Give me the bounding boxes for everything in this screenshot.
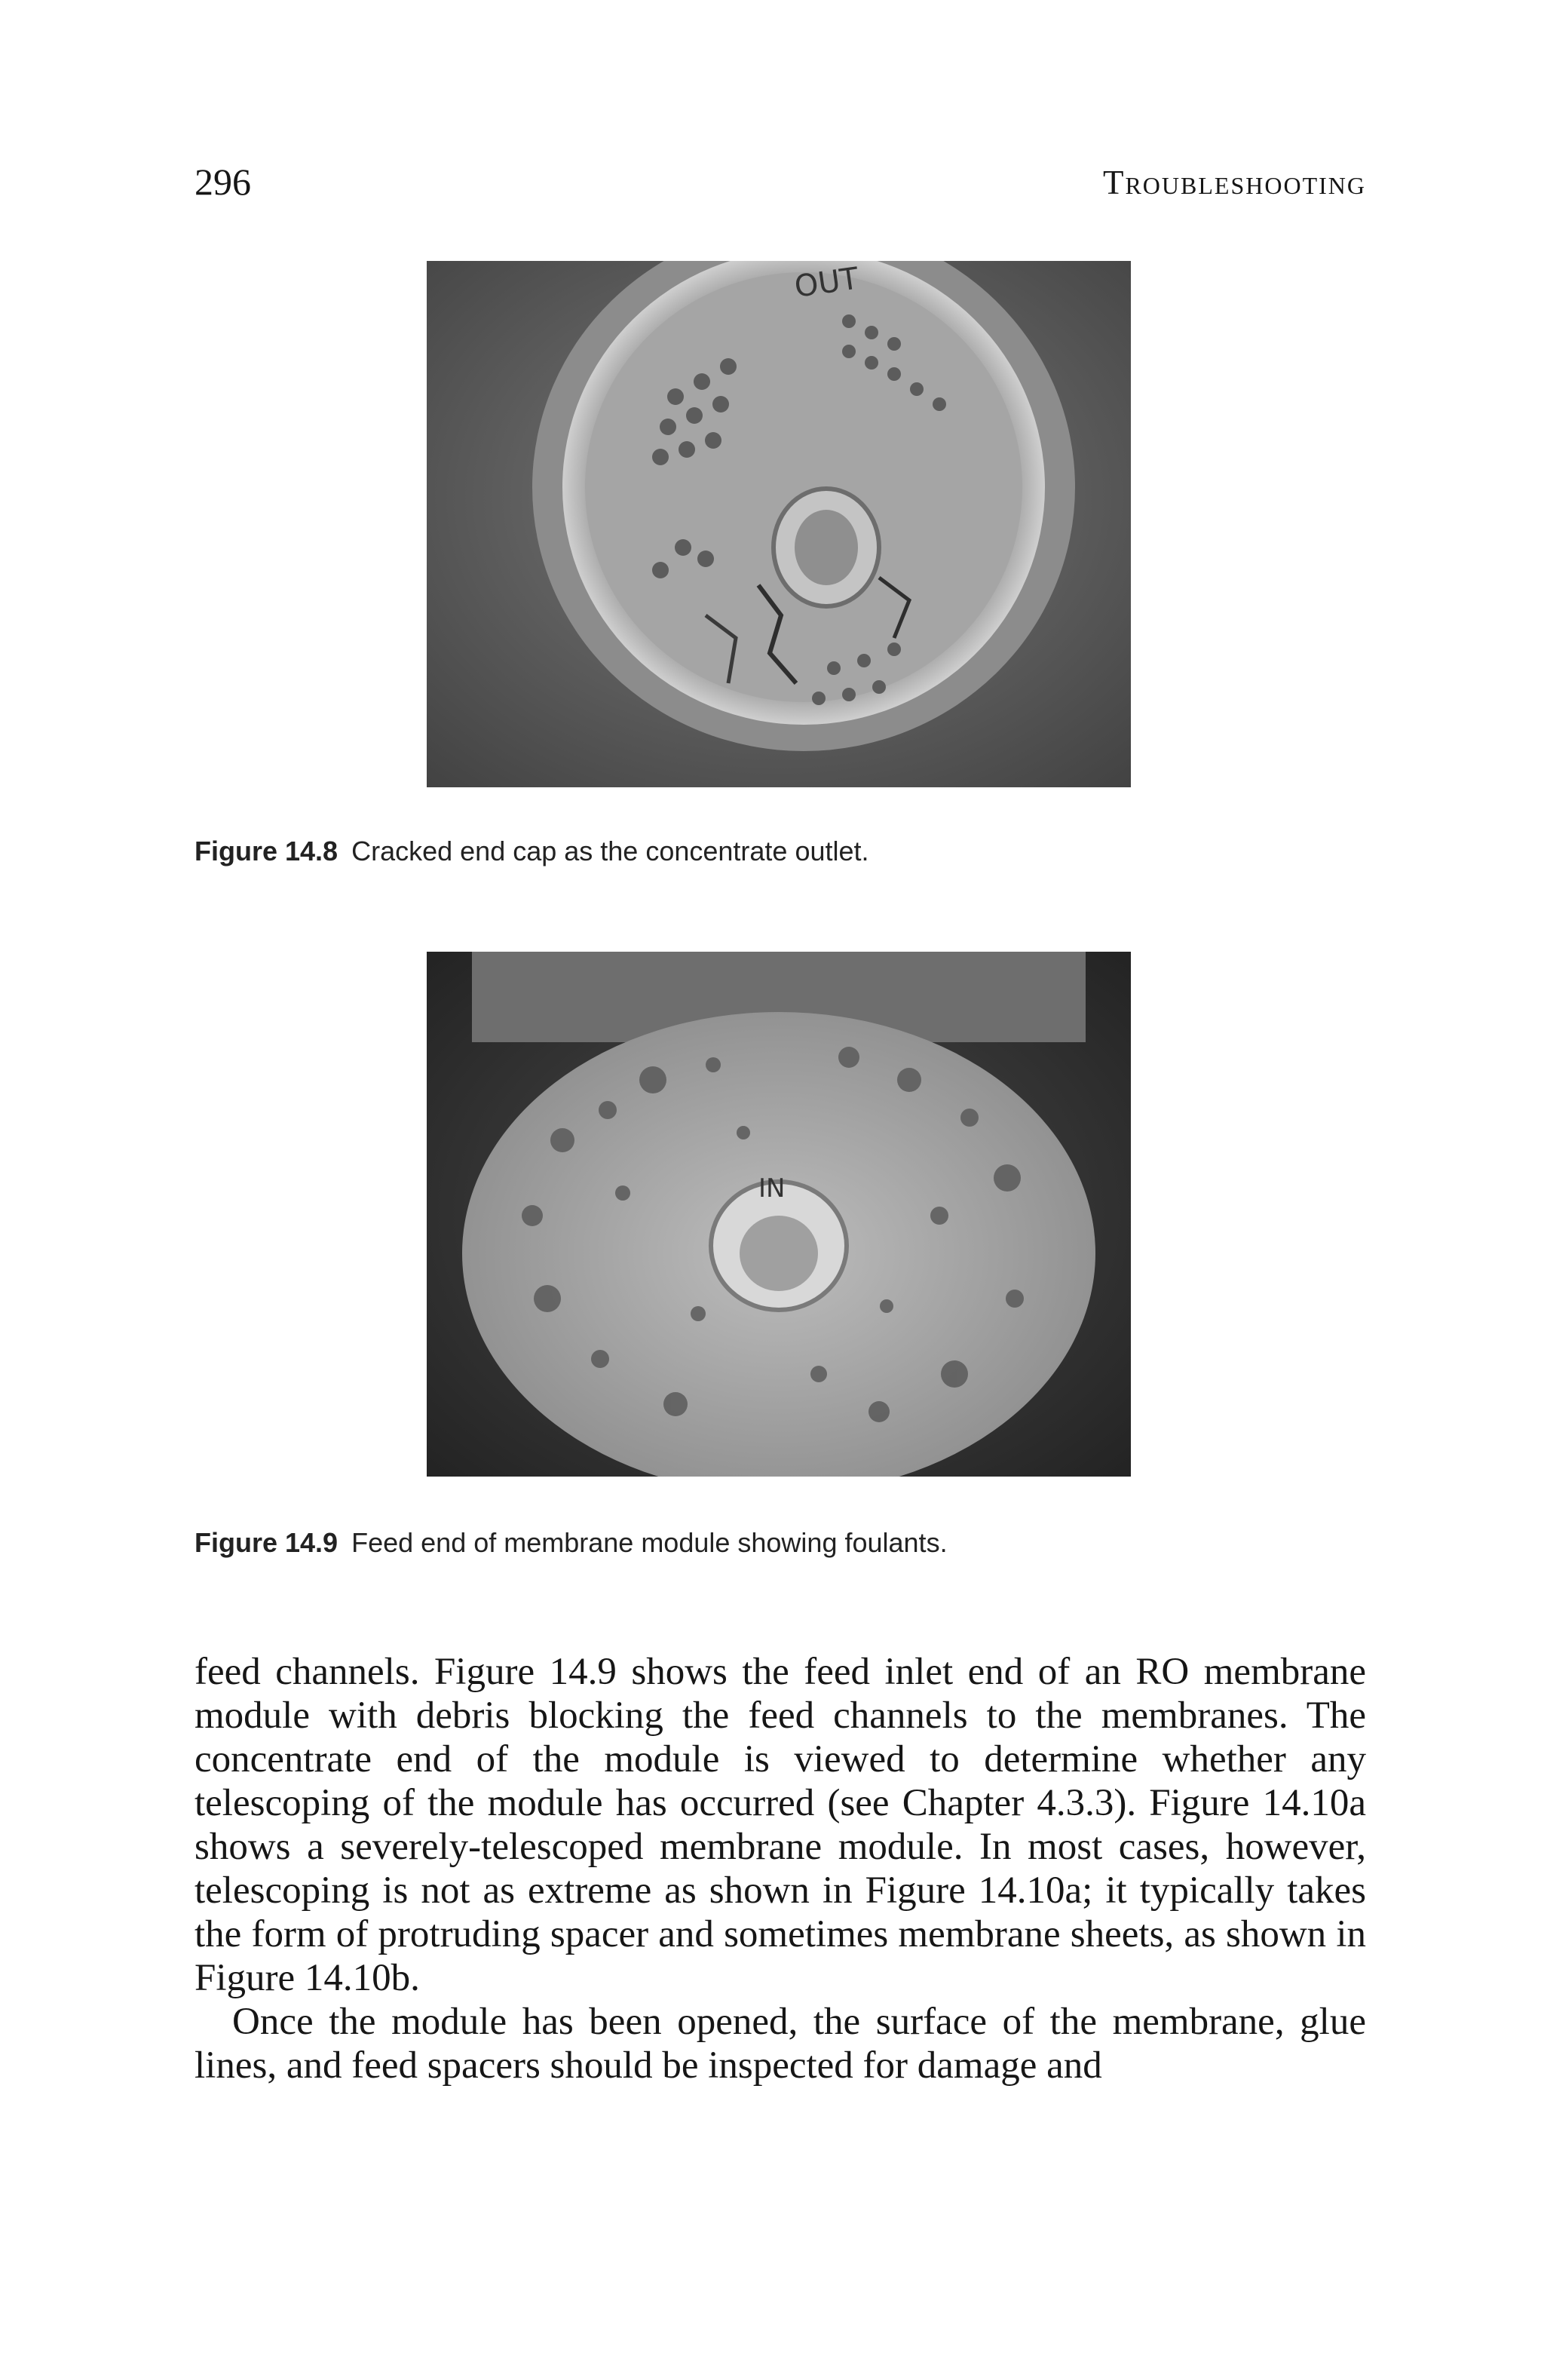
photo-mark-in: IN <box>758 1173 786 1204</box>
page-number: 296 <box>195 161 251 203</box>
paragraph-1: feed channels. Figure 14.9 shows the feed inlet end of an RO membrane module with debris blocking the feed channels to the membranes. The concentrate end of the module is viewed to determine whether any telescoping of the module has occurred (see Chapter 4.3.3). Figure 14.10a shows a severely-telescoped membrane module. In most cases, however, telescoping is not as extreme as shown in Figure 14.10a; it typically takes the form of protruding spacer and sometimes membrane sheets, as shown in Figure 14.10b. <box>195 1651 1366 1999</box>
figure-14-8-caption <box>195 836 869 867</box>
running-title: Troubleshooting <box>1102 164 1366 201</box>
figure-14-8-photo <box>427 261 1131 787</box>
paragraph-2: Once the module has been opened, the surface of the membrane, glue lines, and feed spacers should be inspected for damage and <box>195 2001 1366 2087</box>
body-text <box>195 1650 1366 2087</box>
figure-14-9-caption <box>195 1527 948 1559</box>
figure-14-9-photo <box>427 952 1131 1477</box>
running-head <box>195 160 1366 213</box>
figure-14-8-label: Figure 14.8 <box>195 836 339 866</box>
figure-14-9-caption-text: Feed end of membrane module showing foulants. <box>351 1527 948 1558</box>
feed-end-illustration <box>427 952 1131 1477</box>
figure-14-8-caption-text: Cracked end cap as the concentrate outlet. <box>351 836 869 866</box>
figure-14-9-label: Figure 14.9 <box>195 1527 339 1558</box>
photo-mark-out: OUT <box>792 261 861 305</box>
end-cap-illustration <box>427 261 1131 787</box>
